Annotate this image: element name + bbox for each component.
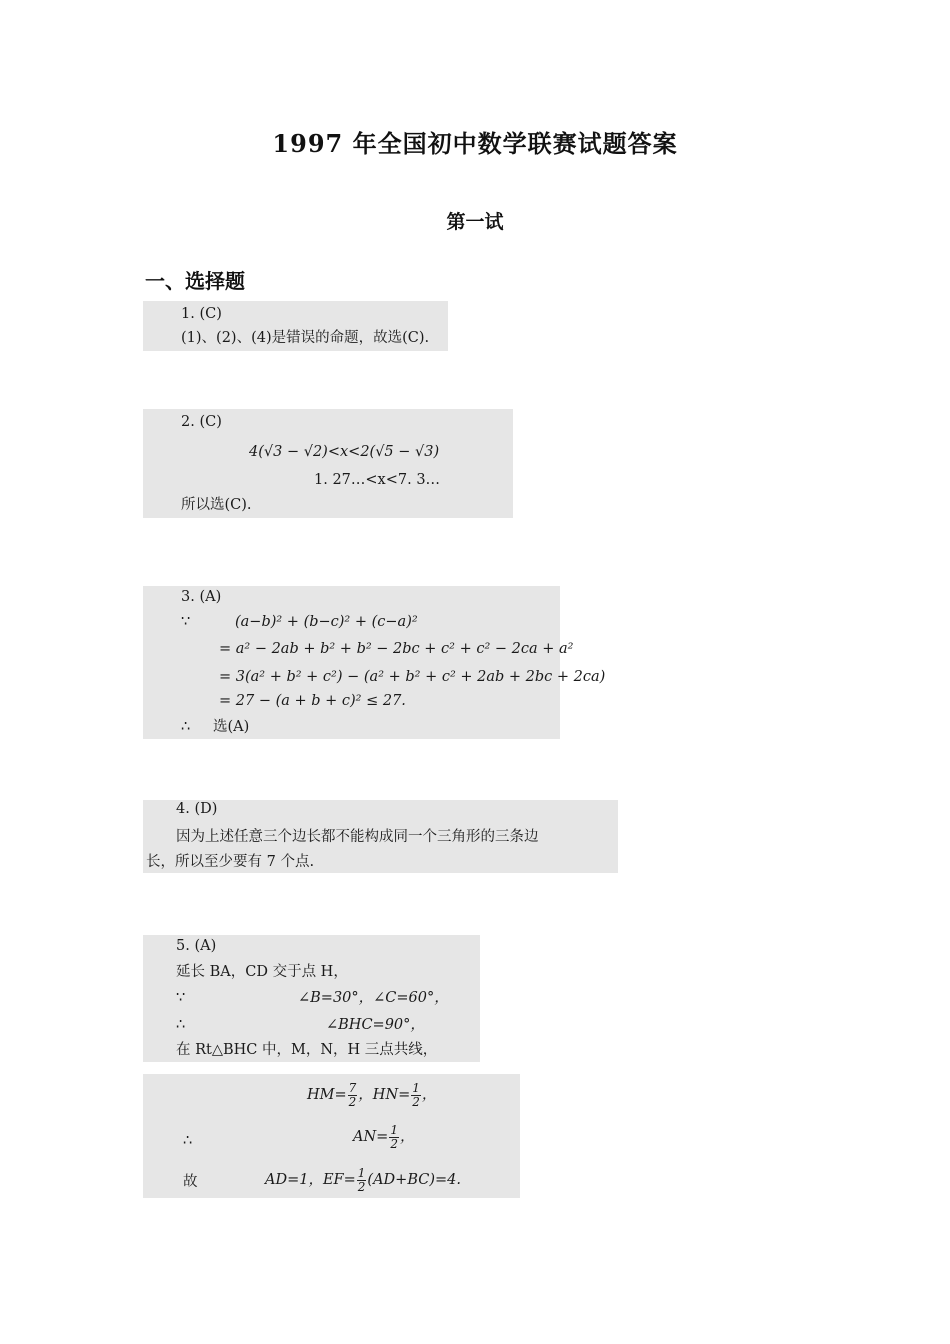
answer-1-scan [143, 301, 448, 351]
answer-5-lengths [307, 1082, 436, 1108]
answer-3-step-4: = 27 − (a + b + c)² ≤ 27. [219, 693, 406, 709]
fraction-1-2 [411, 1082, 421, 1108]
answer-4-text-1: 因为上述任意三个边长都不能构成同一个三角形的三条边 [176, 829, 539, 845]
denominator: 2 [390, 1136, 398, 1151]
ad-ef-label: AD=1，EF= [265, 1172, 356, 1189]
therefore-symbol: ∴ [181, 719, 191, 735]
answer-3-step-2: = a² − 2ab + b² + b² − 2bc + c² + c² − 2ca + a² [219, 641, 574, 657]
because-symbol: ∵ [181, 614, 191, 630]
answer-5-angles: ∠B=30°，∠C=60°， [298, 990, 449, 1006]
answer-4-text-2: 长，所以至少要有 7 个点. [146, 854, 315, 870]
round-title: 第一试 [446, 211, 504, 233]
fraction-1-2 [357, 1167, 367, 1193]
numerator: 1 [412, 1081, 420, 1095]
answer-3-step-1: (a−b)² + (b−c)² + (c−a)² [235, 614, 418, 630]
because-symbol: ∵ [176, 990, 186, 1006]
hm-label: HM= [307, 1087, 347, 1104]
answer-2-inequality: 4(√3 − √2)<x<2(√5 − √3) [249, 444, 440, 460]
fraction-1-2 [389, 1124, 399, 1150]
hn-label: ，HN= [358, 1087, 411, 1104]
answer-1-text: (1)、(2)、(4)是错误的命题，故选(C). [181, 330, 430, 346]
therefore-symbol: ∴ [176, 1017, 186, 1033]
answer-5-right-angle: ∠BHC=90°， [326, 1017, 425, 1033]
answer-5-head: 5. (A) [176, 938, 217, 954]
denominator: 2 [348, 1094, 357, 1109]
numerator: 1 [357, 1166, 366, 1180]
fraction-7-2 [348, 1082, 358, 1108]
answer-3-head: 3. (A) [181, 589, 222, 605]
answer-5-line-1: 延长 BA，CD 交于点 H， [176, 964, 348, 980]
answer-4-head: 4. (D) [176, 801, 218, 817]
hence-word: 故 [183, 1174, 198, 1190]
answer-4-scan [143, 800, 618, 873]
answer-2-bounds: 1. 27…<x<7. 3… [314, 472, 441, 488]
answer-2-head: 2. (C) [181, 414, 222, 430]
comma: ， [421, 1087, 437, 1104]
answer-3-scan [143, 586, 606, 739]
denominator: 2 [412, 1094, 420, 1109]
answer-5-scan-top [143, 935, 480, 1062]
answer-5-scan-bottom [143, 1074, 520, 1198]
answer-5-line-4: 在 Rt△BHC 中，M，N，H 三点共线， [176, 1042, 438, 1058]
answer-3-step-3: = 3(a² + b² + c²) − (a² + b² + c² + 2ab + 2bc + 2ca) [219, 669, 606, 685]
numerator: 1 [390, 1123, 398, 1137]
answer-5-result [265, 1167, 461, 1193]
ef-result: (AD+BC)=4. [367, 1172, 461, 1189]
numerator: 7 [348, 1081, 357, 1095]
page-title: 1997 年全国初中数学联赛试题答案 [272, 129, 678, 158]
comma: ， [399, 1129, 415, 1146]
answer-3-conclusion: 选(A) [213, 719, 250, 735]
denominator: 2 [357, 1179, 366, 1194]
answer-5-an [353, 1124, 414, 1150]
answer-2-scan [143, 409, 513, 518]
an-label: AN= [353, 1129, 389, 1146]
section-heading: 一、选择题 [145, 269, 245, 293]
answer-1-head: 1. (C) [181, 306, 222, 322]
answer-2-conclusion: 所以选(C). [181, 497, 252, 513]
therefore-symbol: ∴ [183, 1133, 193, 1149]
